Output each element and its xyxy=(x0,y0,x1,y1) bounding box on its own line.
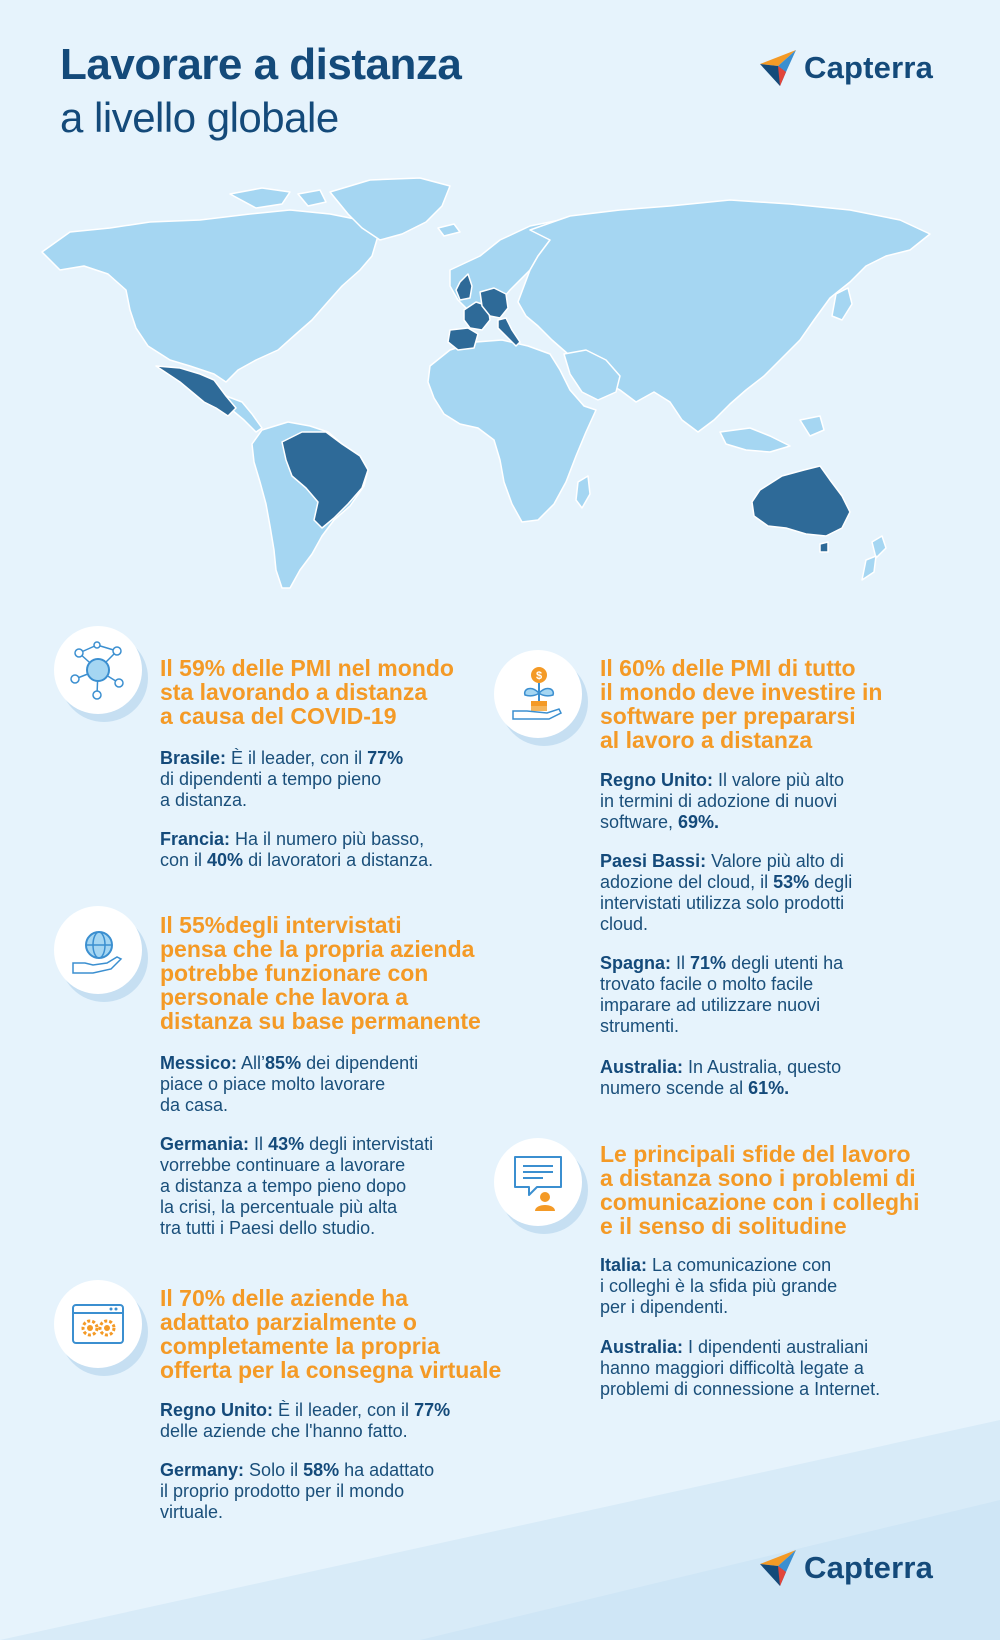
footer-capterra-logo[interactable] xyxy=(758,1548,933,1588)
globe-hand-icon xyxy=(54,906,142,994)
section-4-heading: Il 60% delle PMI di tutto il mondo deve investire in software per prepararsi al lavoro a distanza xyxy=(600,655,883,753)
asia-region xyxy=(518,200,930,432)
svg-text:$: $ xyxy=(535,670,543,682)
southeast-asia-islands-region xyxy=(720,416,824,452)
north-america-region xyxy=(42,210,378,382)
section-1-heading: Il 59% delle PMI nel mondo sta lavorando a distanza a causa del COVID-19 xyxy=(160,655,454,729)
browser-gears-icon xyxy=(54,1280,142,1368)
section-4-uk-paragraph: Regno Unito: Il valore più alto in termini di adozione di nuovi software, 69%. xyxy=(600,770,845,832)
capterra-logo-text: Capterra xyxy=(804,50,934,85)
section-5-heading: Le principali sfide del lavoro a distanza sono i problemi di comunicazione con i colleghi e il senso di solitudine xyxy=(600,1141,920,1239)
section-1-france-paragraph: Francia: Ha il numero più basso, con il 40% di lavoratori a distanza. xyxy=(160,829,434,870)
capterra-logo[interactable] xyxy=(758,48,933,88)
page-title: Lavorare a distanza xyxy=(60,40,462,89)
new-zealand-region xyxy=(862,536,886,580)
section-1-brazil-paragraph: Brasile: È il leader, con il 77% di dipendenti a tempo pieno a distanza. xyxy=(160,748,404,810)
section-3-heading: Il 70% delle aziende ha adattato parzialmente o completamente la propria offerta per la consegna virtuale xyxy=(160,1285,502,1383)
chat-person-icon xyxy=(494,1138,582,1226)
madagascar-region xyxy=(576,476,590,508)
section-3-germany-paragraph: Germany: Solo il 58% ha adattato il proprio prodotto per il mondo virtuale. xyxy=(160,1460,435,1522)
world-map xyxy=(30,170,970,620)
section-2-germany-paragraph: Germania: Il 43% degli intervistati vorrebbe continuare a lavorare a distanza a tempo pieno dopo la crisi, la percentuale più alta tra tutti i Paesi dello studio. xyxy=(160,1134,434,1238)
section-4-netherlands-paragraph: Paesi Bassi: Valore più alto di adozione del cloud, il 53% degli intervistati utilizza solo prodotti cloud. xyxy=(600,851,853,934)
footer-capterra-logo-text: Capterra xyxy=(804,1550,934,1585)
canada-islands-region xyxy=(230,188,326,208)
section-4-australia-paragraph: Australia: In Australia, questo numero scende al 61%. xyxy=(600,1057,842,1098)
tasmania-highlight xyxy=(820,542,828,552)
money-plant-icon xyxy=(494,650,582,738)
australia-highlight xyxy=(752,466,850,536)
section-2-heading: Il 55%degli intervistati pensa che la propria azienda potrebbe funzionare con personale che lavora a distanza su base permanente xyxy=(160,912,481,1034)
section-3-uk-paragraph: Regno Unito: È il leader, con il 77% delle aziende che l'hanno fatto. xyxy=(160,1400,451,1441)
spain-highlight xyxy=(448,328,478,350)
section-2-mexico-paragraph: Messico: All’85% dei dipendenti piace o piace molto lavorare da casa. xyxy=(160,1053,419,1115)
section-5-italy-paragraph: Italia: La comunicazione con i colleghi è la sfida più grande per i dipendenti. xyxy=(600,1255,838,1317)
page-subtitle: a livello globale xyxy=(60,94,339,141)
section-5-australia-paragraph: Australia: I dipendenti australiani hanno maggiori difficoltà legate a problemi di connessione a Internet. xyxy=(600,1337,881,1399)
iceland-region xyxy=(438,224,460,236)
capterra-arrow-icon xyxy=(758,48,798,88)
network-globe-icon xyxy=(54,626,142,714)
capterra-arrow-icon xyxy=(758,1548,798,1588)
section-4-spain-paragraph: Spagna: Il 71% degli utenti ha trovato facile o molto facile imparare ad utilizzare nuovi strumenti. xyxy=(600,953,844,1036)
